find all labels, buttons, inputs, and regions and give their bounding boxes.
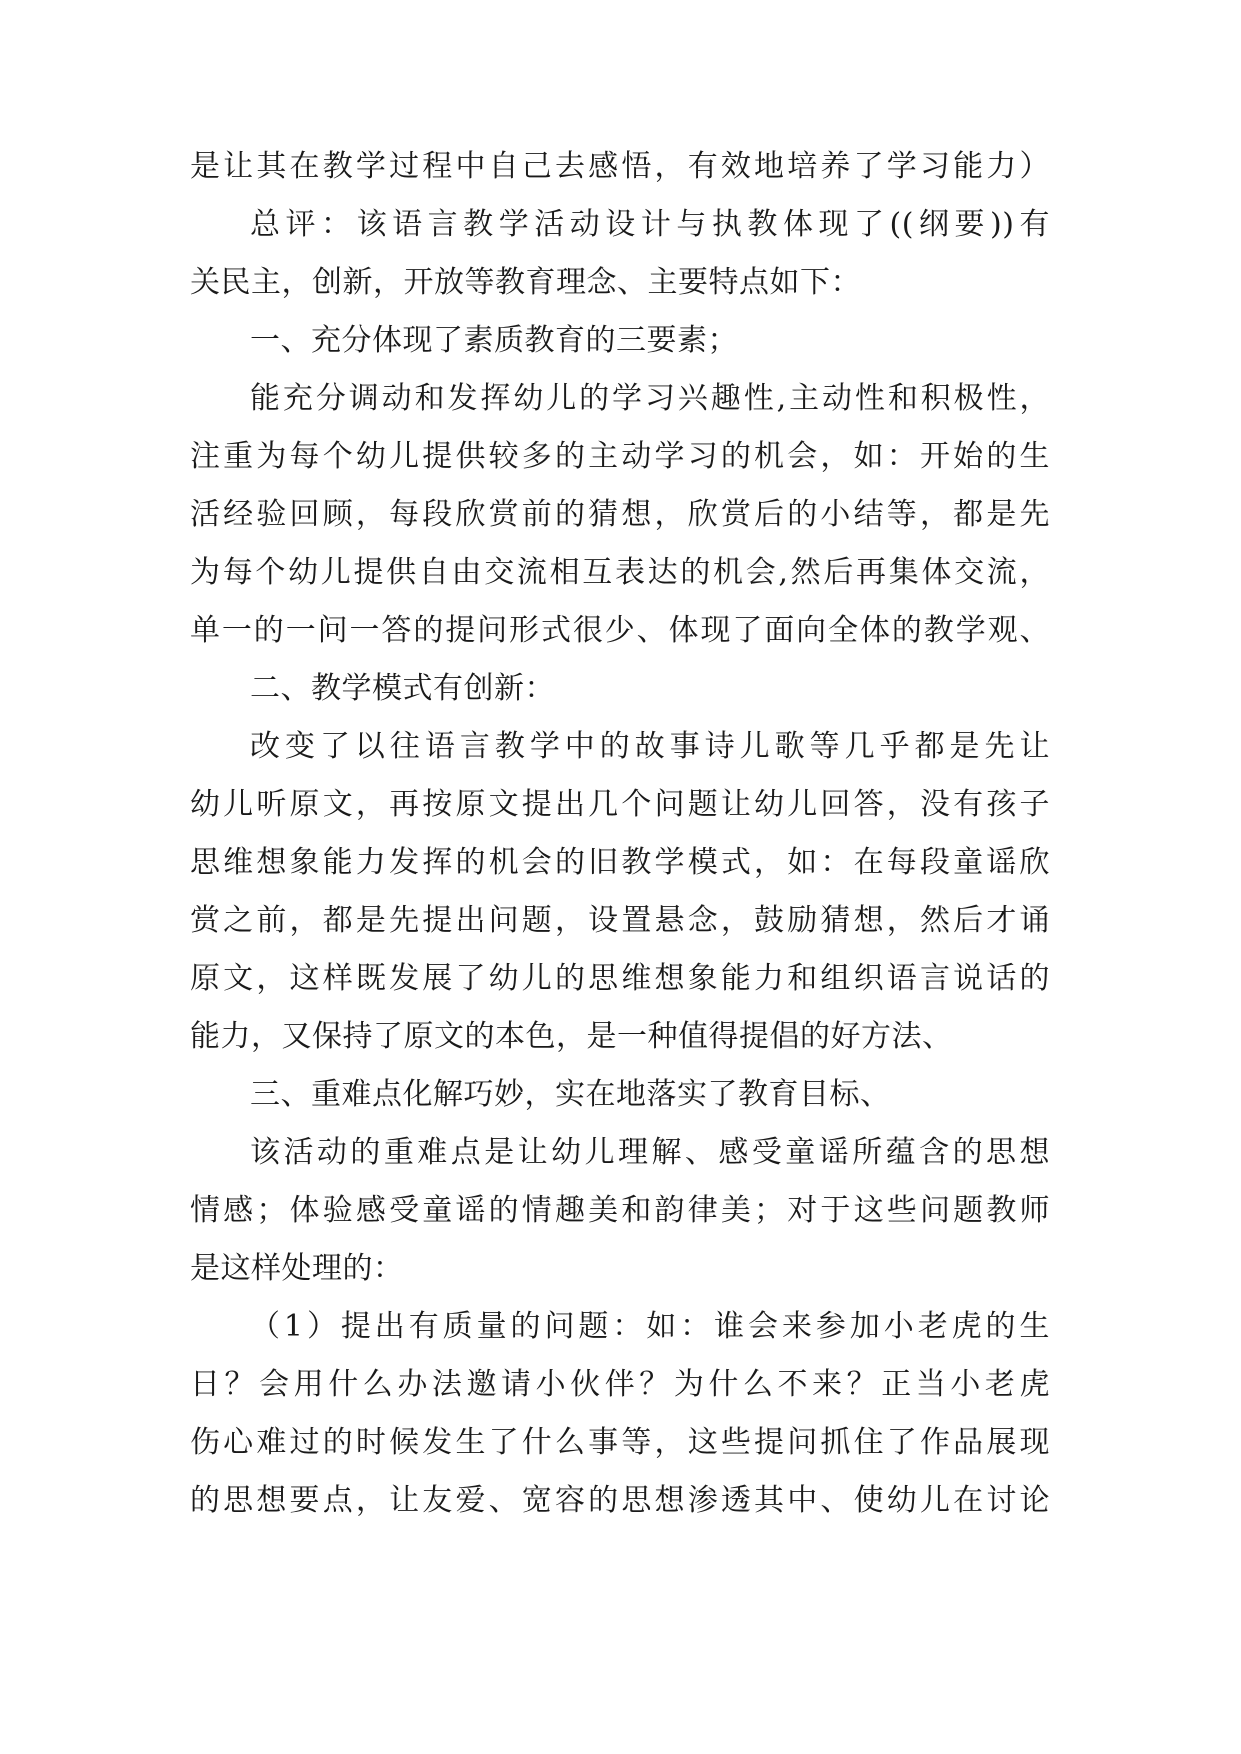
text-line: 二、教学模式有创新：: [250, 671, 555, 706]
text-line: 三、重难点化解巧妙，实在地落实了教育目标、: [250, 1077, 891, 1112]
text-line: 原文，这样既发展了幼儿的思维想象能力和组织语言说话的: [190, 961, 1050, 996]
text-line: 活经验回顾，每段欣赏前的猜想，欣赏后的小结等，都是先: [190, 497, 1050, 532]
text-line: 该活动的重难点是让幼儿理解、感受童谣所蕴含的思想: [250, 1135, 1050, 1170]
text-line: 思维想象能力发挥的机会的旧教学模式，如：在每段童谣欣: [190, 845, 1050, 880]
text-line: 能力，又保持了原文的本色，是一种值得提倡的好方法、: [190, 1019, 953, 1054]
text-line: 伤心难过的时候发生了什么事等，这些提问抓住了作品展现: [190, 1425, 1050, 1460]
text-line: 是让其在教学过程中自己去感悟，有效地培养了学习能力）: [190, 149, 1050, 184]
text-line: 总评：该语言教学活动设计与执教体现了((纲要))有: [250, 207, 1050, 242]
text-line: 改变了以往语言教学中的故事诗儿歌等几乎都是先让: [250, 729, 1050, 764]
text-line: 能充分调动和发挥幼儿的学习兴趣性,主动性和积极性，: [250, 381, 1050, 416]
text-line: 幼儿听原文，再按原文提出几个问题让幼儿回答，没有孩子: [190, 787, 1050, 822]
text-line: 是这样处理的：: [190, 1251, 404, 1286]
text-line: 一、充分体现了素质教育的三要素；: [250, 323, 738, 358]
text-line: 为每个幼儿提供自由交流相互表达的机会,然后再集体交流，: [190, 555, 1050, 590]
text-line: 的思想要点，让友爱、宽容的思想渗透其中、使幼儿在讨论: [190, 1483, 1050, 1518]
text-line: 日？会用什么办法邀请小伙伴？为什么不来？正当小老虎: [190, 1367, 1050, 1402]
text-line: 关民主，创新，开放等教育理念、主要特点如下：: [190, 265, 861, 300]
text-line: （1）提出有质量的问题：如：谁会来参加小老虎的生: [250, 1309, 1050, 1344]
text-line: 赏之前，都是先提出问题，设置悬念，鼓励猜想，然后才诵: [190, 903, 1050, 938]
text-line: 单一的一问一答的提问形式很少、体现了面向全体的教学观、: [190, 613, 1050, 648]
text-line: 情感；体验感受童谣的情趣美和韵律美；对于这些问题教师: [190, 1193, 1050, 1228]
text-line: 注重为每个幼儿提供较多的主动学习的机会，如：开始的生: [190, 439, 1050, 474]
